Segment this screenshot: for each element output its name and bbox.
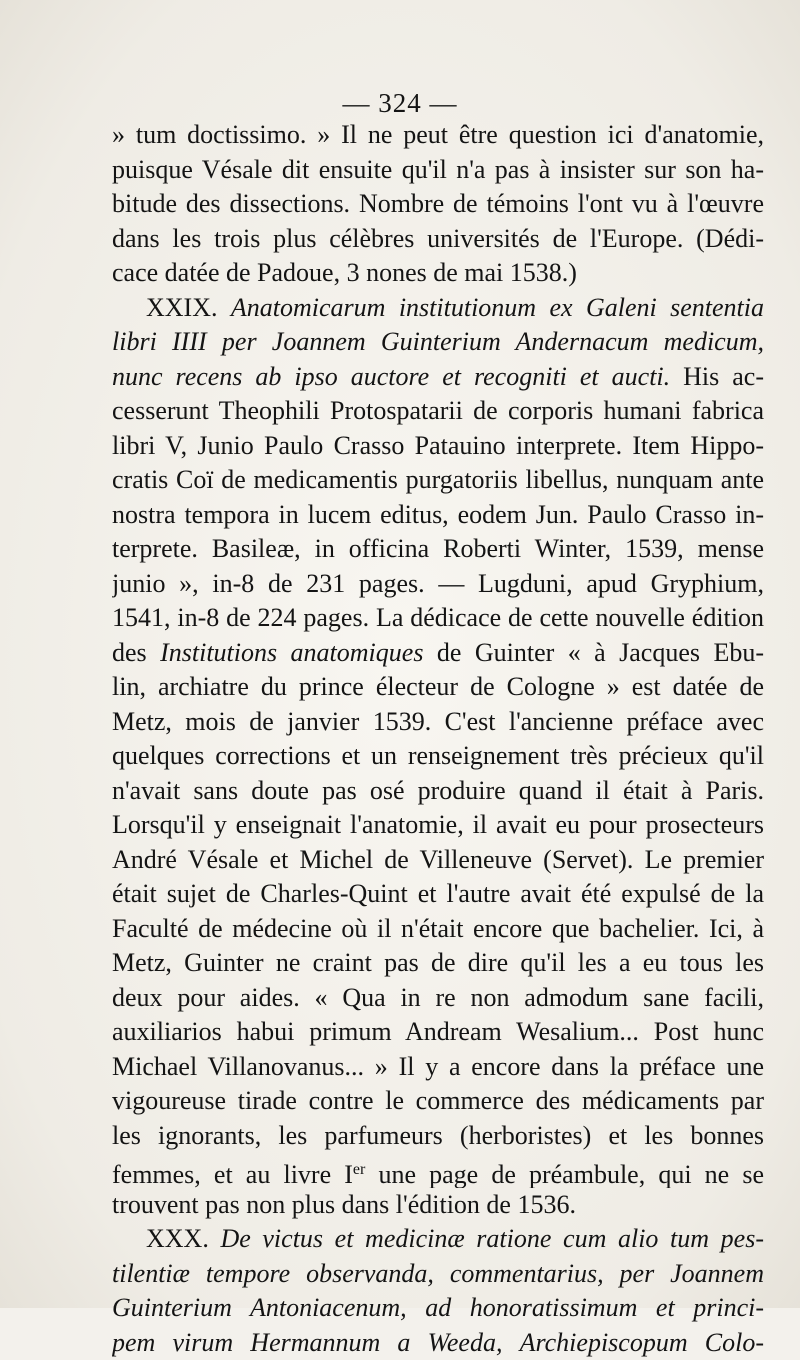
entry-heading-line (112, 1222, 764, 1257)
text-line (112, 1291, 764, 1326)
text-line (112, 877, 764, 912)
text-line (112, 1084, 764, 1119)
text-line (112, 360, 764, 395)
line-text: Metz, mois de janvier 1539. C'est l'ancienne préface avec (112, 707, 764, 736)
line-text: His ac- (670, 362, 764, 391)
italic-title: Institutions anatomiques (160, 638, 423, 667)
text-line (112, 774, 764, 809)
text-line (112, 601, 764, 636)
text-line (112, 1050, 764, 1085)
line-text: Michael Villanovanus... » Il y a encore dans la préface une (112, 1052, 764, 1081)
line-text: lin, archiatre du prince électeur de Cologne » est datée de (112, 672, 764, 701)
text-line (112, 463, 764, 498)
text-line (112, 394, 764, 429)
line-text: libri V, Junio Paulo Crasso Patauino interprete. Item Hippo- (112, 431, 764, 460)
line-text: André Vésale et Michel de Villeneuve (Servet). Le premier (112, 845, 764, 874)
line-text: quelques corrections et un renseignement très précieux qu'il (112, 741, 764, 770)
line-text: dans les trois plus célèbres universités de l'Europe. (Dédi- (112, 224, 764, 253)
text-line (112, 325, 764, 360)
line-text: 1541, in-8 de 224 pages. La dédicace de cette nouvelle édition (112, 603, 764, 632)
text-line (112, 843, 764, 878)
line-text: Lorsqu'il y enseignait l'anatomie, il avait eu pour prosecteurs (112, 810, 764, 839)
text-line (112, 1015, 764, 1050)
text-line (112, 153, 764, 188)
line-text: junio », in-8 de 231 pages. — Lugduni, apud Gryphium, (112, 569, 764, 598)
text-line (112, 118, 764, 153)
superscript: er (353, 1161, 365, 1178)
line-text: n'avait sans doute pas osé produire quand il était à Paris. (112, 776, 764, 805)
text-line (112, 256, 764, 291)
text-line (112, 912, 764, 947)
text-line (112, 981, 764, 1016)
line-text: cesserunt Theophili Protospatarii de corporis humani fabrica (112, 396, 764, 425)
text-line (112, 808, 764, 843)
text-line (112, 567, 764, 602)
text-line (112, 1188, 764, 1223)
text-line (112, 532, 764, 567)
text-line (112, 1257, 764, 1292)
line-text: cratis Coï de medicamentis purgatoriis libellus, nunquam ante (112, 465, 764, 494)
entry-heading-line (112, 291, 764, 326)
line-text: auxiliarios habui primum Andream Wesalium... Post hunc (112, 1017, 764, 1046)
text-line (112, 1153, 764, 1188)
text-line (112, 739, 764, 774)
italic-title: Archiepiscopum Colo- (520, 1328, 764, 1357)
entry-number: XXX. (146, 1224, 220, 1253)
line-text (502, 1328, 519, 1357)
line-text: trouvent pas non plus dans l'édition de 1536. (112, 1190, 576, 1219)
line-text: les ignorants, les parfumeurs (herboristes) et les bonnes (112, 1121, 764, 1150)
text-line (112, 670, 764, 705)
line-text: Faculté de médecine où il n'était encore que bachelier. Ici, à (112, 914, 764, 943)
line-text: de Guinter « à Jacques Ebu- (423, 638, 764, 667)
italic-title: nunc recens ab ipso auctore et recogniti et aucti. (112, 362, 670, 391)
line-text: deux pour aides. « Qua in re non admodum sane facili, (112, 983, 764, 1012)
line-text: bitude des dissections. Nombre de témoins l'ont vu à l'œuvre (112, 189, 764, 218)
italic-title: De victus et medicinæ ratione cum alio tum pes- (220, 1224, 764, 1253)
text-line (112, 1119, 764, 1154)
line-text: une page de préambule, qui ne se (365, 1160, 764, 1188)
text-line (112, 187, 764, 222)
italic-title: libri IIII per Joannem Guinterium Andernacum medicum, (112, 327, 764, 356)
text-line (112, 222, 764, 257)
line-text: » tum doctissimo. » Il ne peut être question ici d'anatomie, (112, 120, 764, 149)
italic-title: Anatomicarum institutionum ex Galeni sententia (231, 293, 764, 322)
line-text: était sujet de Charles-Quint et l'autre avait été expulsé de la (112, 879, 764, 908)
text-line (112, 705, 764, 740)
text-line (112, 1326, 764, 1360)
text-line (112, 636, 764, 671)
line-text: nostra tempora in lucem editus, eodem Jun. Paulo Crasso in- (112, 500, 764, 529)
line-text: vigoureuse tirade contre le commerce des médicaments par (112, 1086, 764, 1115)
italic-title: tilentiæ tempore observanda, commentarius, per Joannem (112, 1259, 764, 1288)
line-text: des (112, 638, 160, 667)
italic-title: Guinterium Antoniacenum, ad honoratissimum et princi- (112, 1293, 764, 1322)
page-number: — 324 — (0, 88, 800, 119)
line-text: cace datée de Padoue, 3 nones de mai 1538.) (112, 258, 577, 287)
body-text (112, 118, 764, 1360)
text-line (112, 498, 764, 533)
italic-title: pem virum Hermannum a Weeda, (112, 1328, 502, 1357)
text-line (112, 429, 764, 464)
text-line (112, 946, 764, 981)
line-text: puisque Vésale dit ensuite qu'il n'a pas à insister sur son ha- (112, 155, 764, 184)
line-text: femmes, et au livre I (112, 1160, 353, 1188)
entry-number: XXIX. (146, 293, 231, 322)
line-text: Metz, Guinter ne craint pas de dire qu'il les a eu tous les (112, 948, 764, 977)
line-text: terprete. Basileæ, in officina Roberti Winter, 1539, mense (112, 534, 764, 563)
